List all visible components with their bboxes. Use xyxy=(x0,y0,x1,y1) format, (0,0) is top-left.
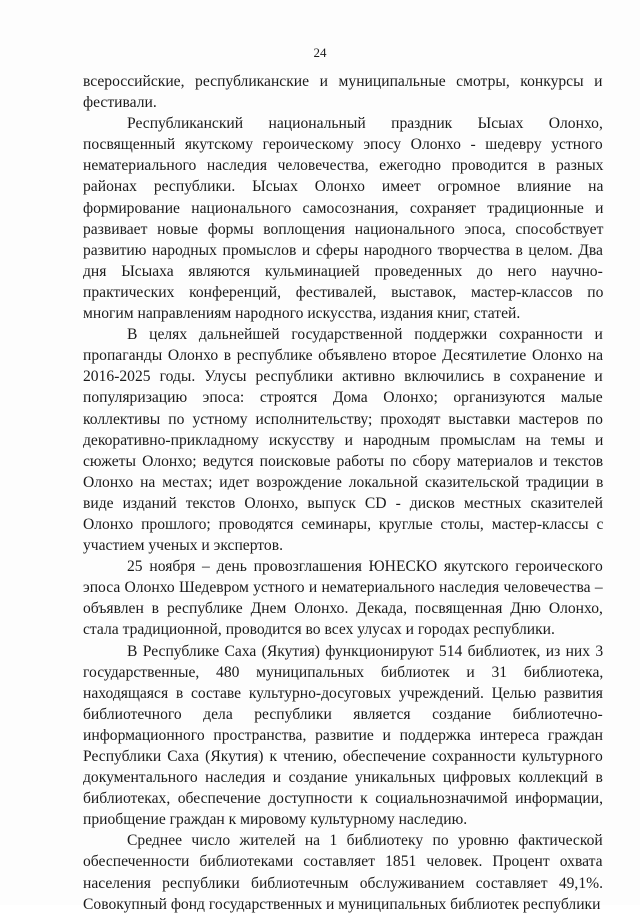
paragraph xyxy=(83,641,603,831)
text-line: сюжеты Олонхо; ведутся поисковые работы по сбору материалов и текстов xyxy=(83,452,604,470)
text-line: эпоса Олонхо Шедевром устного и нематериального наследия человечества – xyxy=(83,579,603,597)
text-line: формирование национального самосознания, сохраняет традиционные и xyxy=(83,199,604,217)
text-line: практических конференций, фестивалей, выставок, мастер-классов по xyxy=(83,283,604,301)
text-line: 2016-2025 годы. Улусы республики активно включились в сохранение и xyxy=(83,368,603,386)
text-line: нематериального наследия человечества, ежегодно проводится в разных xyxy=(83,157,604,175)
text-line: объявлен в республике Днем Олонхо. Декада, посвященная Дню Олонхо, xyxy=(83,600,603,618)
text-line: библиотеках, обеспечение доступности к социальнозначимой информации, xyxy=(83,790,603,808)
text-line: стала традиционной, проводится во всех улусах и городах республики. xyxy=(83,621,555,639)
text-line: виде изданий текстов Олонхо, выпуск CD - дисков местных сказителей xyxy=(83,494,603,512)
text-line: Олонхо прошлого; проводятся семинары, круглые столы, мастер-классы с xyxy=(83,515,604,533)
text-line: населения республики библиотечным обслуживанием составляет 49,1%. xyxy=(83,874,604,892)
text-line: районах республики. Ысыах Олонхо имеет огромное влияние на xyxy=(83,178,604,196)
text-line: В целях дальнейшей государственной поддержки сохранности и xyxy=(127,326,603,344)
page-number: 24 xyxy=(313,45,327,60)
text-line: фестивали. xyxy=(83,94,157,112)
text-line: находящаяся в составе культурно-досуговых учреждений. Целью развития xyxy=(83,684,603,702)
paragraph xyxy=(83,830,603,914)
text-line: обеспеченности библиотеками составляет 1851 человек. Процент охвата xyxy=(83,853,603,871)
paragraph xyxy=(83,71,603,113)
text-line: пропаганды Олонхо в республике объявлено второе Десятилетие Олонхо на xyxy=(83,347,604,365)
text-line: развивает новые формы воплощения национального эпоса, способствует xyxy=(83,220,604,238)
text-line: декоративно-прикладному искусству и народным промыслам на темы и xyxy=(83,431,604,449)
text-line: государственные, 480 муниципальных библиотек и 31 библиотека, xyxy=(83,663,604,681)
paragraph xyxy=(83,556,603,640)
text-line: коллективы по устному исполнительству; проходят выставки мастеров по xyxy=(83,410,603,428)
text-line: Среднее число жителей на 1 библиотеку по уровню фактической xyxy=(127,832,603,850)
text-line: дня Ысыаха являются кульминацией проведенных до него научно- xyxy=(83,262,603,280)
text-line: участием ученых и экспертов. xyxy=(83,537,283,555)
text-line: библиотечного дела республики является создание библиотечно- xyxy=(83,705,603,723)
text-line: информационного пространства, развитие и поддержка интереса граждан xyxy=(83,726,604,744)
text-line: документального наследия и создание уникальных цифровых коллекций в xyxy=(83,769,603,787)
text-line: многим направлениям народного искусства, издания книг, статей. xyxy=(83,305,521,323)
text-line: Олонхо на местах; идет возрождение локальной сказительской традиции в xyxy=(83,473,604,491)
text-line: приобщение граждан к мировому культурному наследию. xyxy=(83,811,468,829)
text-line: всероссийские, республиканские и муниципальные смотры, конкурсы и xyxy=(83,73,603,90)
text-line: 25 ноября – день провозглашения ЮНЕСКО якутского героического xyxy=(127,558,603,576)
text-line: В Республике Саха (Якутия) функционируют 514 библиотек, из них 3 xyxy=(127,642,604,660)
paragraph xyxy=(83,324,603,556)
text-line: популяризацию эпоса: строятся Дома Олонхо; организуются малые xyxy=(83,389,603,407)
text-line: посвященный якутскому героическому эпосу Олонхо - шедевру устного xyxy=(83,136,603,154)
text-line: Совокупный фонд государственных и муниципальных библиотек республики xyxy=(83,895,601,913)
text-line: развитию народных промыслов и сферы народного творчества в целом. Два xyxy=(83,241,603,259)
body-text xyxy=(83,71,603,915)
paragraph xyxy=(83,113,603,324)
text-line: Республиканский национальный праздник Ысыах Олонхо, xyxy=(127,115,603,133)
text-line: Республики Саха (Якутия) к чтению, обеспечение сохранности культурного xyxy=(83,748,603,765)
